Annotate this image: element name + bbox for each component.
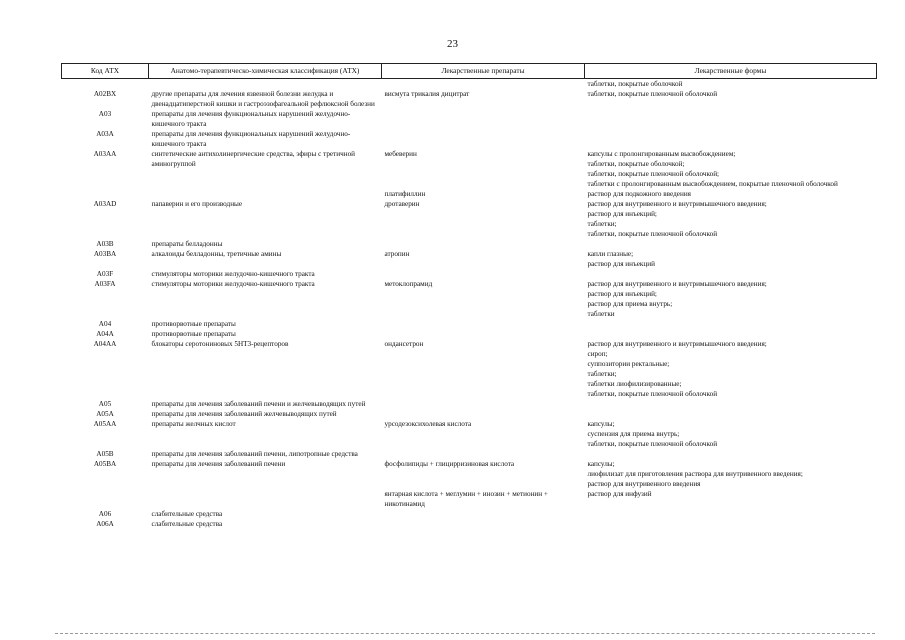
forms-cell bbox=[585, 189, 877, 199]
classification-cell: стимуляторы моторики желудочно-кишечного тракта bbox=[151, 280, 315, 288]
atc-code-cell bbox=[62, 79, 149, 90]
classification-cell bbox=[149, 189, 382, 199]
drug-name: дротаверин bbox=[384, 200, 420, 208]
drug-name: ондансетрон bbox=[384, 340, 424, 348]
forms-cell bbox=[585, 519, 877, 529]
atc-code-cell: A06 bbox=[98, 510, 112, 518]
drugs-cell bbox=[382, 109, 585, 129]
drugs-cell bbox=[382, 189, 585, 199]
forms-cell bbox=[585, 199, 877, 239]
dosage-form: таблетки, покрытые оболочкой bbox=[587, 80, 683, 88]
drugs-cell bbox=[382, 459, 585, 489]
atc-code-cell: A02BX bbox=[93, 90, 117, 98]
drugs-cell bbox=[382, 199, 585, 239]
drugs-cell bbox=[382, 79, 585, 90]
forms-cell bbox=[585, 269, 877, 279]
dosage-form: суспензия для приема внутрь; bbox=[587, 430, 680, 438]
atc-code-cell: A03A bbox=[96, 130, 114, 138]
table-row bbox=[62, 269, 877, 279]
drug-name: фосфолипиды + глицирризиновая кислота bbox=[384, 460, 515, 468]
classification-cell: блокаторы серотониновых 5HT3-рецепторов bbox=[151, 340, 289, 348]
atc-code-cell: A05BA bbox=[93, 460, 117, 468]
atc-code-cell: A05A bbox=[96, 410, 114, 418]
drugs-cell bbox=[382, 399, 585, 409]
atc-code-cell: A03AD bbox=[93, 200, 117, 208]
drug-name: метоклопрамид bbox=[384, 280, 433, 288]
table-row bbox=[62, 239, 877, 249]
forms-cell bbox=[585, 489, 877, 509]
classification-cell: противорвотные препараты bbox=[151, 320, 236, 328]
classification-cell: препараты для лечения функциональных нарушений желудочно-кишечного тракта bbox=[151, 130, 351, 148]
dosage-form: лиофилизат для приготовления раствора для внутривенного введения; bbox=[587, 470, 803, 478]
dosage-form: таблетки, покрытые оболочкой; bbox=[587, 160, 685, 168]
classification-cell: синтетические антихолинергические средства, эфиры с третичной аминогруппой bbox=[151, 150, 356, 168]
drugs-cell bbox=[382, 239, 585, 249]
scan-edge-line bbox=[55, 633, 875, 635]
drugs-cell bbox=[382, 329, 585, 339]
dosage-form: раствор для внутривенного введения bbox=[587, 480, 701, 488]
classification-cell: слабительные средства bbox=[151, 520, 223, 528]
dosage-form: раствор для подкожного введения bbox=[587, 190, 691, 198]
forms-cell bbox=[585, 149, 877, 189]
drugs-cell bbox=[382, 129, 585, 149]
dosage-form: раствор для инфузий bbox=[587, 490, 652, 498]
dosage-form: раствор для приема внутрь; bbox=[587, 300, 673, 308]
atc-code-cell bbox=[62, 189, 149, 199]
dosage-form: таблетки; bbox=[587, 370, 617, 378]
dosage-form: таблетки лиофилизированные; bbox=[587, 380, 682, 388]
dosage-form: таблетки, покрытые пленочной оболочкой bbox=[587, 440, 718, 448]
table-row bbox=[62, 79, 877, 90]
drug-name: мебеверин bbox=[384, 150, 417, 158]
atc-code-cell: A04A bbox=[96, 330, 114, 338]
header-classification: Анатомо-терапевтическо-химическая классификация (АТХ) bbox=[149, 64, 382, 79]
table-row bbox=[62, 199, 877, 239]
forms-cell bbox=[585, 79, 877, 90]
forms-cell bbox=[585, 129, 877, 149]
table-row bbox=[62, 339, 877, 399]
dosage-form: капсулы с пролонгированным высвобождением; bbox=[587, 150, 736, 158]
dosage-form: сироп; bbox=[587, 350, 608, 358]
table-row bbox=[62, 109, 877, 129]
forms-cell bbox=[585, 239, 877, 249]
atc-code-cell: A04AA bbox=[93, 340, 117, 348]
classification-cell: стимуляторы моторики желудочно-кишечного тракта bbox=[151, 270, 315, 278]
table-row bbox=[62, 459, 877, 489]
atc-code-cell: A03FA bbox=[94, 280, 116, 288]
atc-code-cell bbox=[62, 489, 149, 509]
classification-cell bbox=[149, 489, 382, 509]
classification-cell: препараты желчных кислот bbox=[151, 420, 236, 428]
table-row bbox=[62, 449, 877, 459]
table-row bbox=[62, 519, 877, 529]
atc-code-cell: A05 bbox=[98, 400, 112, 408]
atc-drug-table bbox=[61, 63, 877, 529]
drugs-cell bbox=[382, 509, 585, 519]
drug-name: атропин bbox=[384, 250, 410, 258]
atc-code-cell: A04 bbox=[98, 320, 112, 328]
header-code: Код АТХ bbox=[62, 64, 149, 79]
atc-code-cell: A06A bbox=[96, 520, 114, 528]
dosage-form: таблетки с пролонгированным высвобождением, покрытые пленочной оболочкой bbox=[587, 180, 838, 188]
header-forms: Лекарственные формы bbox=[585, 64, 877, 79]
forms-cell bbox=[585, 419, 877, 449]
table-row bbox=[62, 279, 877, 319]
classification-cell: препараты для лечения заболеваний печени, липотропные средства bbox=[151, 450, 358, 458]
dosage-form: раствор для инъекций; bbox=[587, 290, 657, 298]
atc-code-cell: A05AA bbox=[93, 420, 117, 428]
drugs-cell bbox=[382, 249, 585, 269]
dosage-form: раствор для инъекций bbox=[587, 260, 655, 268]
drug-name: висмута трикалия дицитрат bbox=[384, 90, 470, 98]
classification-cell: препараты для лечения заболеваний печени bbox=[151, 460, 286, 468]
table-row bbox=[62, 419, 877, 449]
dosage-form: раствор для внутривенного и внутримышечного введения; bbox=[587, 280, 767, 288]
drugs-cell bbox=[382, 319, 585, 329]
forms-cell bbox=[585, 89, 877, 109]
drugs-cell bbox=[382, 449, 585, 459]
table-row bbox=[62, 329, 877, 339]
table-header-row bbox=[62, 64, 877, 79]
forms-cell bbox=[585, 319, 877, 329]
table-body bbox=[62, 79, 877, 530]
forms-cell bbox=[585, 249, 877, 269]
dosage-form: таблетки, покрытые пленочной оболочкой; bbox=[587, 170, 720, 178]
table-row bbox=[62, 249, 877, 269]
forms-cell bbox=[585, 459, 877, 489]
drugs-cell bbox=[382, 89, 585, 109]
forms-cell bbox=[585, 509, 877, 519]
dosage-form: раствор для внутривенного и внутримышечного введения; bbox=[587, 340, 767, 348]
forms-cell bbox=[585, 279, 877, 319]
forms-cell bbox=[585, 329, 877, 339]
drug-name: урсодезоксихолевая кислота bbox=[384, 420, 472, 428]
dosage-form: раствор для внутривенного и внутримышечного введения; bbox=[587, 200, 767, 208]
dosage-form: суппозитории ректальные; bbox=[587, 360, 670, 368]
dosage-form: таблетки, покрытые пленочной оболочкой bbox=[587, 390, 718, 398]
dosage-form: капсулы; bbox=[587, 420, 615, 428]
table-row bbox=[62, 319, 877, 329]
classification-cell bbox=[149, 79, 382, 90]
classification-cell: слабительные средства bbox=[151, 510, 223, 518]
forms-cell bbox=[585, 399, 877, 409]
classification-cell: препараты белладонны bbox=[151, 240, 223, 248]
drugs-cell bbox=[382, 489, 585, 509]
classification-cell: папаверин и его производные bbox=[151, 200, 243, 208]
dosage-form: таблетки bbox=[587, 310, 615, 318]
dosage-form: таблетки; bbox=[587, 220, 617, 228]
drugs-cell bbox=[382, 269, 585, 279]
dosage-form: капсулы; bbox=[587, 460, 615, 468]
drug-name: платифиллин bbox=[384, 190, 426, 198]
atc-code-cell: A03F bbox=[96, 270, 114, 278]
dosage-form: таблетки, покрытые пленочной оболочкой bbox=[587, 230, 718, 238]
header-drugs: Лекарственные препараты bbox=[382, 64, 585, 79]
drug-name: янтарная кислота + меглумин + инозин + метионин + никотинамид bbox=[384, 490, 548, 508]
classification-cell: противорвотные препараты bbox=[151, 330, 236, 338]
atc-code-cell: A03BA bbox=[93, 250, 117, 258]
drugs-cell bbox=[382, 339, 585, 399]
drugs-cell bbox=[382, 149, 585, 189]
drugs-cell bbox=[382, 409, 585, 419]
dosage-form: капли глазные; bbox=[587, 250, 634, 258]
forms-cell bbox=[585, 409, 877, 419]
table-row bbox=[62, 189, 877, 199]
table-row bbox=[62, 489, 877, 509]
classification-cell: алкалоиды белладонны, третичные амины bbox=[151, 250, 282, 258]
atc-code-cell: A03 bbox=[98, 110, 112, 118]
drugs-cell bbox=[382, 519, 585, 529]
page-number: 23 bbox=[447, 38, 458, 50]
classification-cell: препараты для лечения заболеваний печени и желчевыводящих путей bbox=[151, 400, 366, 408]
atc-code-cell: A03B bbox=[96, 240, 114, 248]
table-row bbox=[62, 129, 877, 149]
classification-cell: другие препараты для лечения язвенной болезни желудка и двенадцатиперстной кишки и гастроэзофагеальной рефлюксной болезни bbox=[151, 90, 375, 108]
drugs-cell bbox=[382, 279, 585, 319]
table-row bbox=[62, 149, 877, 189]
table-row bbox=[62, 399, 877, 409]
forms-cell bbox=[585, 449, 877, 459]
forms-cell bbox=[585, 109, 877, 129]
dosage-form: раствор для инъекций; bbox=[587, 210, 657, 218]
classification-cell: препараты для лечения функциональных нарушений желудочно-кишечного тракта bbox=[151, 110, 351, 128]
table-row bbox=[62, 509, 877, 519]
table-row bbox=[62, 89, 877, 109]
forms-cell bbox=[585, 339, 877, 399]
drugs-cell bbox=[382, 419, 585, 449]
atc-code-cell: A05B bbox=[96, 450, 114, 458]
table-row bbox=[62, 409, 877, 419]
dosage-form: таблетки, покрытые пленочной оболочкой bbox=[587, 90, 718, 98]
classification-cell: препараты для лечения заболеваний желчевыводящих путей bbox=[151, 410, 337, 418]
atc-code-cell: A03AA bbox=[93, 150, 117, 158]
